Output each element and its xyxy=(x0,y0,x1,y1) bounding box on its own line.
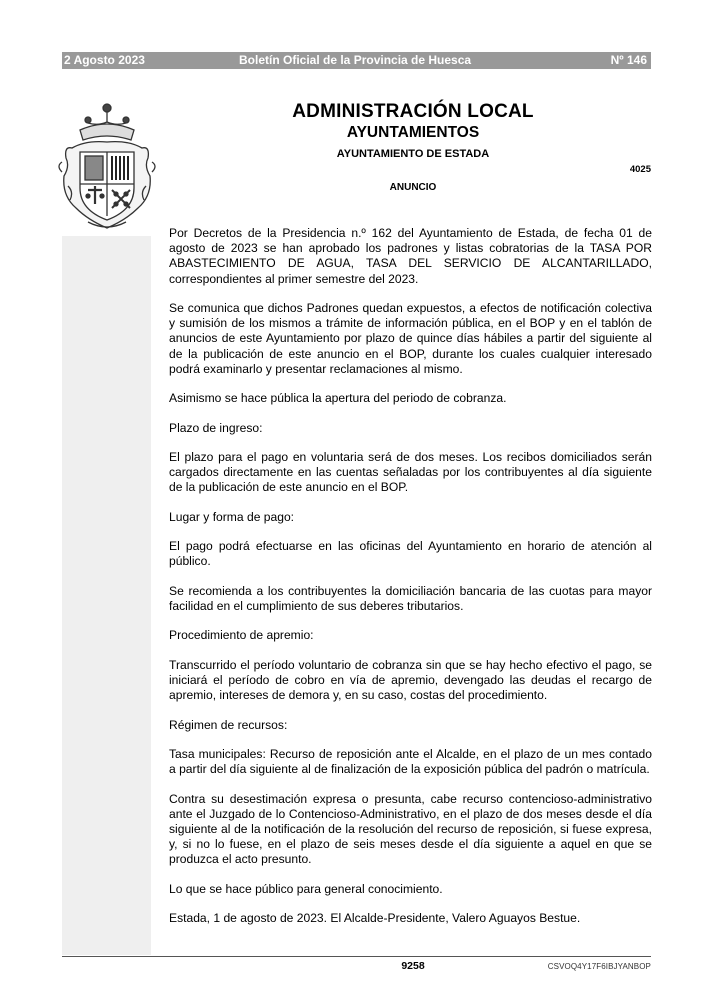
header-date: 2 Agosto 2023 xyxy=(64,53,145,67)
body-paragraph: Transcurrido el período voluntario de cobranza sin que se hay hecho efectivo el pago, se iniciará el período de cobro en vía de apremio, devengado las deudas el recargo de apremio, intereses de demora y, en su caso, costas del procedimiento. xyxy=(169,657,652,703)
body-subheading: Lugar y forma de pago: xyxy=(169,509,295,524)
section-title: ADMINISTRACIÓN LOCAL xyxy=(292,101,534,122)
entity-name: AYUNTAMIENTO DE ESTADA xyxy=(336,148,490,160)
notice-type-heading: ANUNCIO xyxy=(389,182,437,193)
body-paragraph: El pago podrá efectuarse en las oficinas del Ayuntamiento en horario de atención al público. xyxy=(169,539,652,569)
body-paragraph: Por Decretos de la Presidencia n.º 162 del Ayuntamiento de Estada, de fecha 01 de agosto de 2023 se han aprobado los padrones y listas cobratorias de la TASA POR ABASTECIMIENTO DE AGUA, TASA DEL SERVICIO DE ALCANTARILLADO, correspondientes al primer semestre del 2023. xyxy=(169,226,652,286)
body-subheading: Régimen de recursos: xyxy=(169,717,288,732)
body-paragraph: Tasa municipales: Recurso de reposición ante el Alcalde, en el plazo de un mes contado a partir del día siguiente al de finalización de la exposición pública del padrón o matrícula. xyxy=(169,746,652,777)
body-subheading: Plazo de ingreso: xyxy=(169,420,263,435)
left-margin-band xyxy=(62,236,151,955)
body-paragraph: Se recomienda a los contribuyentes la domiciliación bancaria de las cuotas para mayor facilidad en el cumplimiento de sus deberes tributarios. xyxy=(169,583,652,613)
coat-of-arms-icon xyxy=(58,96,156,234)
body-paragraph: Asimismo se hace pública la apertura del periodo de cobranza. xyxy=(169,391,507,406)
body-paragraph: Lo que se hace público para general conocimiento. xyxy=(169,881,443,896)
body-subheading: Procedimiento de apremio: xyxy=(169,628,314,643)
body-paragraph: El plazo para el pago en voluntaria será de dos meses. Los recibos domiciliados serán cargados directamente en las cuentas señaladas por los contribuyentes al día siguiente de la publicación de este anuncio en el BOP. xyxy=(169,449,652,495)
signature-line: Estada, 1 de agosto de 2023. El Alcalde-Presidente, Valero Aguayos Bestue. xyxy=(169,911,581,926)
body-paragraph: Se comunica que dichos Padrones quedan expuestos, a efectos de notificación colectiva y sumisión de los mismos a trámite de información pública, en el BOP y en el tablón de anuncios de este Ayuntamiento por plazo de quince días hábiles a partir del siguiente al de la publicación de este anuncio en el BOP, durante los cuales cualquier interesado podrá examinarlo y presentar reclamaciones al mismo. xyxy=(169,301,652,376)
footer-divider xyxy=(62,956,651,957)
page-number: 9258 xyxy=(401,960,425,972)
csv-verification-code: CSVOQ4Y17F6IBJYANBOP xyxy=(547,962,651,971)
section-subtitle: AYUNTAMIENTOS xyxy=(346,124,480,141)
bulletin-header-bar xyxy=(62,52,651,69)
body-paragraph: Contra su desestimación expresa o presunta, cabe recurso contencioso-administrativo ante el Juzgado de lo Contencioso-Administrativo, en el plazo de dos meses desde el día siguiente al de la notificación de la resolución del recurso de reposición, si fuese expresa, y, si no lo fuese, en el plazo de seis meses desde el día siguiente a aquel en que se produzca el acto presunto. xyxy=(169,791,652,867)
announcement-reference-number: 4025 xyxy=(629,164,651,175)
header-publication-title: Boletín Oficial de la Provincia de Huesca xyxy=(239,53,472,67)
header-issue-number: Nº 146 xyxy=(610,53,647,67)
announcement-body xyxy=(169,226,652,941)
